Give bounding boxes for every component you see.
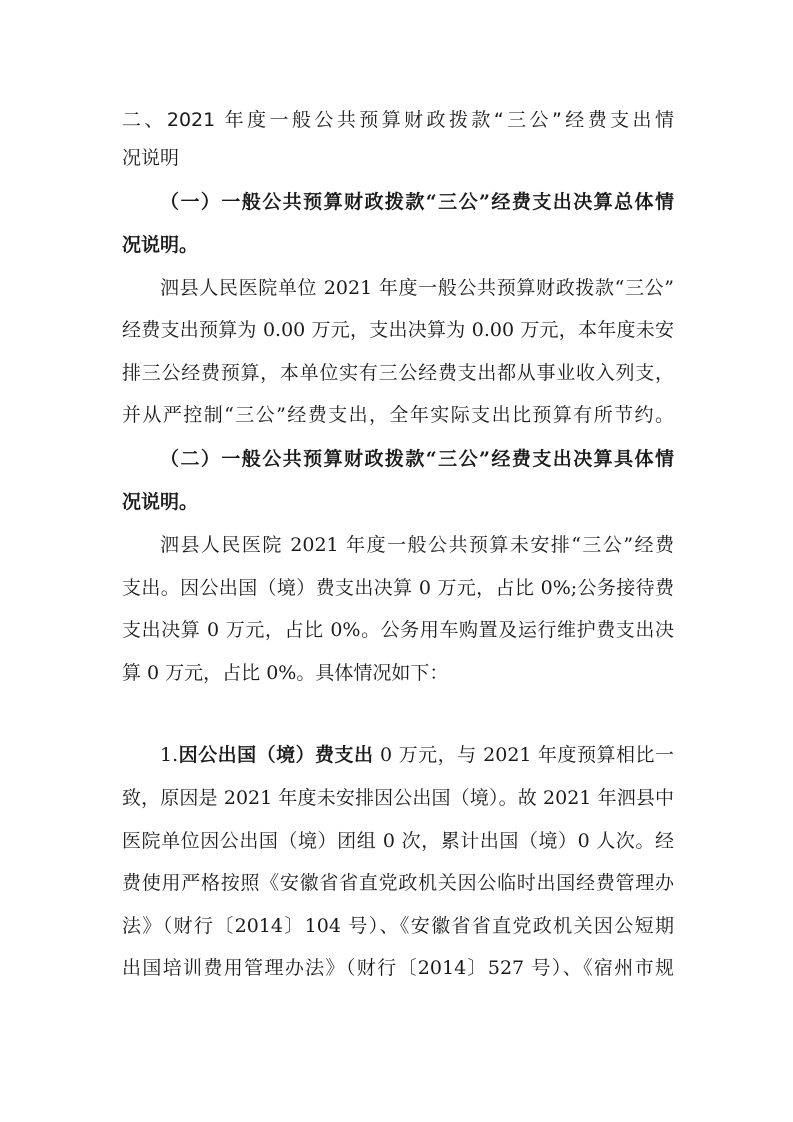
subsection-1-para-line: 并从严控制“三公”经费支出，全年实际支出比预算有所节约。 bbox=[122, 404, 674, 426]
item-1-para-line: 出国培训费用管理办法》（财行〔2014〕527 号）、《宿州市规 bbox=[122, 957, 674, 979]
subsection-2-para-line: 支出。因公出国（境）费支出决算 0 万元，占比 0%;公务接待费 bbox=[122, 577, 674, 599]
subsection-2-para-line: 支出决算 0 万元，占比 0%。公务用车购置及运行维护费支出决 bbox=[122, 619, 674, 641]
item-1-para-line: 医院单位因公出国（境）团组 0 次，累计出国（境）0 人次。经 bbox=[122, 830, 674, 852]
item-1-label: 因公出国（境）费支出 bbox=[178, 744, 374, 766]
section-heading-line-1: 二、2021 年度一般公共预算财政拨款“三公”经费支出情 bbox=[122, 109, 674, 131]
subsection-1-para-line: 排三公经费预算，本单位实有三公经费支出都从事业收入列支， bbox=[122, 362, 674, 384]
subsection-2-heading-line-2: 况说明。 bbox=[122, 491, 199, 513]
subsection-1-heading-line-1: （一）一般公共预算财政拨款“三公”经费支出决算总体情 bbox=[160, 191, 674, 213]
subsection-1-heading-line-2: 况说明。 bbox=[122, 234, 199, 256]
item-1-first-line-rest: 0 万元，与 2021 年度预算相比一 bbox=[373, 744, 674, 766]
item-1-para-line: 费使用严格按照《安徽省省直党政机关因公临时出国经费管理办 bbox=[122, 872, 674, 894]
item-1-para-line: 法》（财行〔2014〕104 号）、《安徽省省直党政机关因公短期 bbox=[122, 915, 674, 937]
subsection-2-heading-line-1: （二）一般公共预算财政拨款“三公”经费支出决算具体情 bbox=[160, 448, 674, 470]
section-heading-line-2: 况说明 bbox=[122, 147, 180, 169]
subsection-1-para-line: 经费支出预算为 0.00 万元，支出决算为 0.00 万元，本年度未安 bbox=[122, 319, 674, 341]
subsection-2-para-line: 算 0 万元，占比 0%。具体情况如下： bbox=[122, 662, 449, 684]
subsection-2-para-line: 泗县人民医院 2021 年度一般公共预算未安排“三公”经费 bbox=[160, 534, 674, 556]
subsection-1-para-line: 泗县人民医院单位 2021 年度一般公共预算财政拨款“三公” bbox=[160, 277, 674, 299]
item-1-para-line: 致，原因是 2021 年度未安排因公出国（境）。故 2021 年泗县中 bbox=[122, 787, 674, 809]
item-1-prefix: 1. bbox=[160, 744, 179, 766]
item-1-first-line bbox=[160, 743, 674, 767]
